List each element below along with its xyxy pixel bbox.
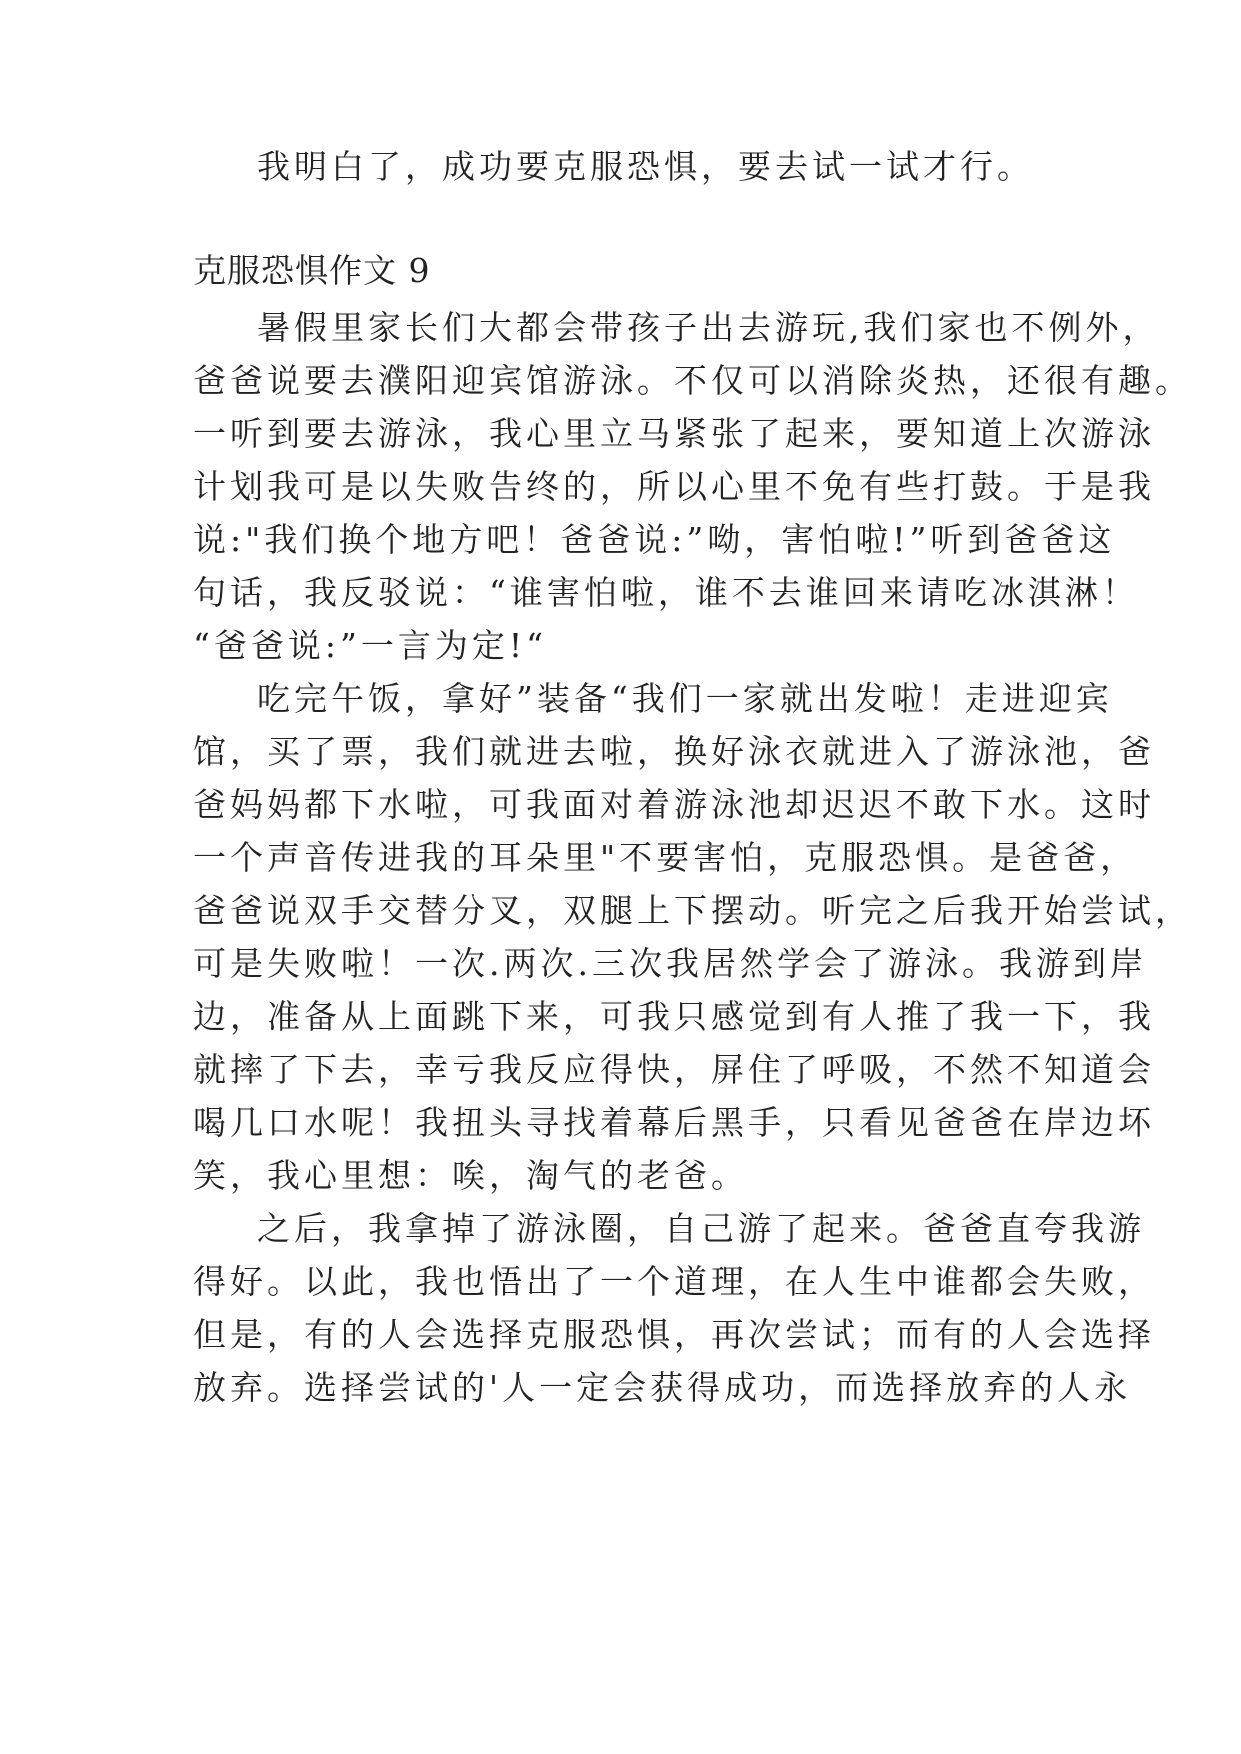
paragraph-line: “爸爸说:”一言为定!“ (193, 626, 547, 665)
paragraph-line: 放弃。选择尝试的'人一定会获得成功，而选择放弃的人永 (193, 1368, 1132, 1407)
paragraph-line: 但是，有的人会选择克服恐惧，再次尝试；而有的人会选择 (193, 1315, 1155, 1354)
paragraph-line: 之后，我拿掉了游泳圈，自己游了起来。爸爸直夸我游 (257, 1209, 1145, 1248)
paragraph-line: 笑，我心里想：唉，淘气的老爸。 (193, 1156, 748, 1195)
section-heading: 克服恐惧作文 9 (193, 251, 431, 290)
paragraph-line: 句话，我反驳说：“谁害怕啦，谁不去谁回来请吃冰淇淋！ (193, 573, 1139, 612)
paragraph-line: 计划我可是以失败告终的，所以心里不免有些打鼓。于是我 (193, 467, 1155, 506)
paragraph-line: 一听到要去游泳，我心里立马紧张了起来，要知道上次游泳 (193, 414, 1155, 453)
paragraph-line: 爸爸说双手交替分叉，双腿上下摆动。听完之后我开始尝试， (193, 891, 1192, 930)
paragraph-line: 吃完午饭，拿好”装备“我们一家就出发啦！走进迎宾 (257, 679, 1113, 718)
paragraph-line: 我明白了，成功要克服恐惧，要去试一试才行。 (257, 147, 1034, 186)
paragraph-line: 暑假里家长们大都会带孩子出去游玩,我们家也不例外， (257, 308, 1160, 347)
paragraph-line: 就摔了下去，幸亏我反应得快，屏住了呼吸，不然不知道会 (193, 1050, 1155, 1089)
paragraph-line: 可是失败啦！一次.两次.三次我居然学会了游泳。我游到岸 (193, 944, 1147, 983)
paragraph-line: 一个声音传进我的耳朵里"不要害怕，克服恐惧。是爸爸， (193, 838, 1138, 877)
paragraph-line: 说:"我们换个地方吧！爸爸说:”呦，害怕啦!”听到爸爸这 (193, 520, 1116, 559)
paragraph-line: 爸妈妈都下水啦，可我面对着游泳池却迟迟不敢下水。这时 (193, 785, 1155, 824)
paragraph-line: 爸爸说要去濮阳迎宾馆游泳。不仅可以消除炎热，还很有趣。 (193, 361, 1192, 400)
paragraph-line: 边，准备从上面跳下来，可我只感觉到有人推了我一下，我 (193, 997, 1155, 1036)
paragraph-line: 喝几口水呢！我扭头寻找着幕后黑手，只看见爸爸在岸边坏 (193, 1103, 1155, 1142)
paragraph-line: 得好。以此，我也悟出了一个道理，在人生中谁都会失败， (193, 1262, 1155, 1301)
paragraph-line: 馆，买了票，我们就进去啦，换好泳衣就进入了游泳池，爸 (193, 732, 1155, 771)
